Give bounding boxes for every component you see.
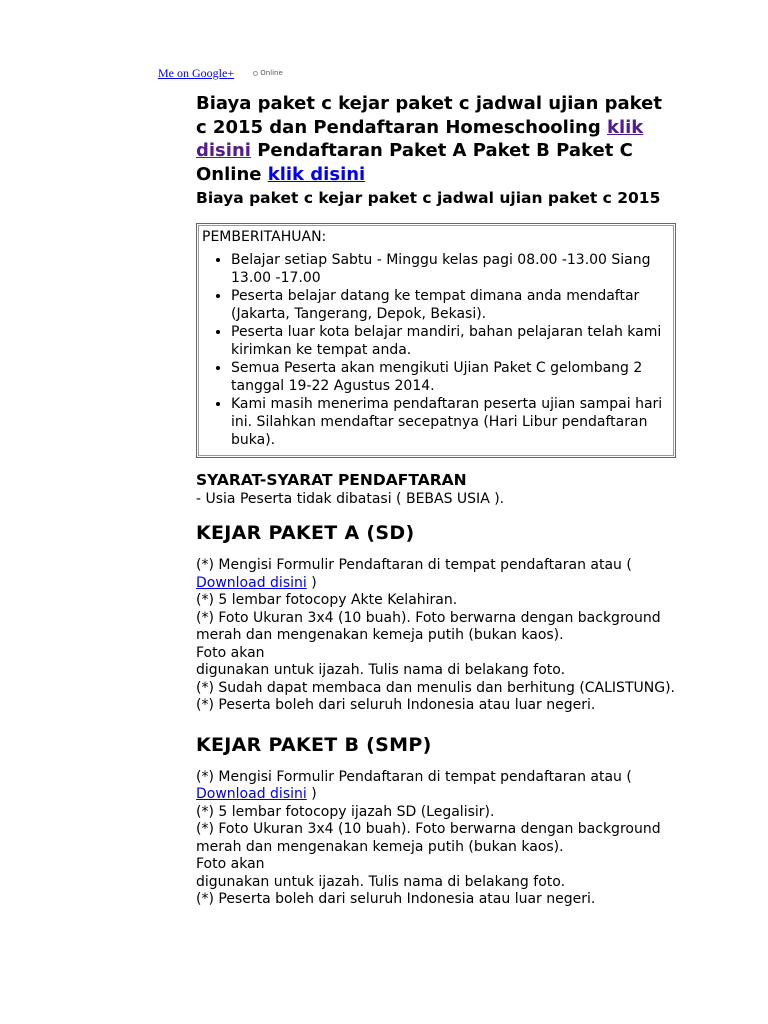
requirements-note: - Usia Peserta tidak dibatasi ( BEBAS USIA ). [196, 491, 505, 507]
paket-a-line-7: (*) Peserta boleh dari seluruh Indonesia atau luar negeri. [196, 697, 596, 713]
paket-a-line-2: (*) 5 lembar fotocopy Akte Kelahiran. [196, 592, 458, 608]
paket-a-section [196, 557, 676, 715]
notice-item: • Kami masih menerima pendaftaran peserta ujian sampai hari ini. Silahkan mendaftar secepatnya (Hari Libur pendaftaran buka). [231, 395, 669, 449]
paket-b-form-text: (*) Mengisi Formulir Pendaftaran di tempat pendaftaran atau ( [196, 768, 632, 785]
page-title [196, 92, 676, 186]
paket-b-section [196, 769, 676, 909]
paket-a-download-link[interactable]: Download disini [196, 574, 307, 591]
paket-a-paren: ) [306, 574, 317, 591]
notice-item: • Peserta belajar datang ke tempat dimana anda mendaftar (Jakarta, Tangerang, Depok, Bekasi). [231, 287, 669, 323]
paket-a-line-6: (*) Sudah dapat membaca dan menulis dan berhitung (CALISTUNG). [196, 679, 675, 696]
notice-list [202, 251, 669, 449]
paket-a-heading: KEJAR PAKET A (SD) [196, 522, 415, 544]
klik-disini-link-1[interactable]: klik disini [196, 116, 644, 161]
google-plus-link[interactable]: Me on Google+ [158, 66, 235, 80]
article-content [196, 92, 676, 909]
notice-item: • Peserta luar kota belajar mandiri, bahan pelajaran telah kami kirimkan ke tempat anda. [231, 323, 669, 359]
notice-title: PEMBERITAHUAN: [202, 229, 327, 245]
notice-item: • Semua Peserta akan mengikuti Ujian Paket C gelombang 2 tanggal 19-22 Agustus 2014. [231, 359, 669, 395]
online-status-label: Online [260, 69, 283, 77]
paket-b-paren: ) [306, 786, 317, 802]
paket-b-line-4: Foto akan [196, 856, 265, 872]
online-status [253, 69, 283, 77]
top-bar [158, 62, 283, 78]
title-text-2: Pendaftaran Paket A Paket B Paket C Online [196, 140, 633, 185]
paket-a-line-5: digunakan untuk ijazah. Tulis nama di belakang foto. [196, 662, 566, 678]
title-text-1: Biaya paket c kejar paket c jadwal ujian paket c 2015 dan Pendaftaran Homeschooling [196, 93, 662, 138]
klik-disini-link-2[interactable]: klik disini [267, 163, 366, 185]
paket-b-download-link[interactable]: Download disini [196, 786, 307, 802]
notice-item: • Belajar setiap Sabtu - Minggu kelas pagi 08.00 -13.00 Siang 13.00 -17.00 [231, 251, 669, 287]
paket-a-line-1 [196, 557, 676, 592]
paket-b-heading: KEJAR PAKET B (SMP) [196, 733, 432, 756]
status-dot-icon [253, 71, 258, 76]
paket-b-line-3: (*) Foto Ukuran 3x4 (10 buah). Foto berwarna dengan background merah dan mengenakan kemeja putih (bukan kaos). [196, 821, 661, 855]
notice-box [196, 223, 676, 458]
notice-inner [198, 225, 674, 456]
paket-a-line-4: Foto akan [196, 644, 265, 661]
requirements-heading: SYARAT-SYARAT PENDAFTARAN [196, 471, 467, 489]
paket-b-line-5: digunakan untuk ijazah. Tulis nama di belakang foto. [196, 873, 566, 890]
subtitle: Biaya paket c kejar paket c jadwal ujian paket c 2015 [196, 189, 661, 207]
paket-b-line-6: (*) Peserta boleh dari seluruh Indonesia atau luar negeri. [196, 891, 596, 907]
paket-b-line-1 [196, 769, 676, 804]
paket-a-form-text: (*) Mengisi Formulir Pendaftaran di tempat pendaftaran atau ( [196, 557, 632, 573]
paket-b-line-2: (*) 5 lembar fotocopy ijazah SD (Legalisir). [196, 803, 495, 820]
paket-a-line-3: (*) Foto Ukuran 3x4 (10 buah). Foto berwarna dengan background merah dan mengenakan kemeja putih (bukan kaos). [196, 609, 661, 643]
